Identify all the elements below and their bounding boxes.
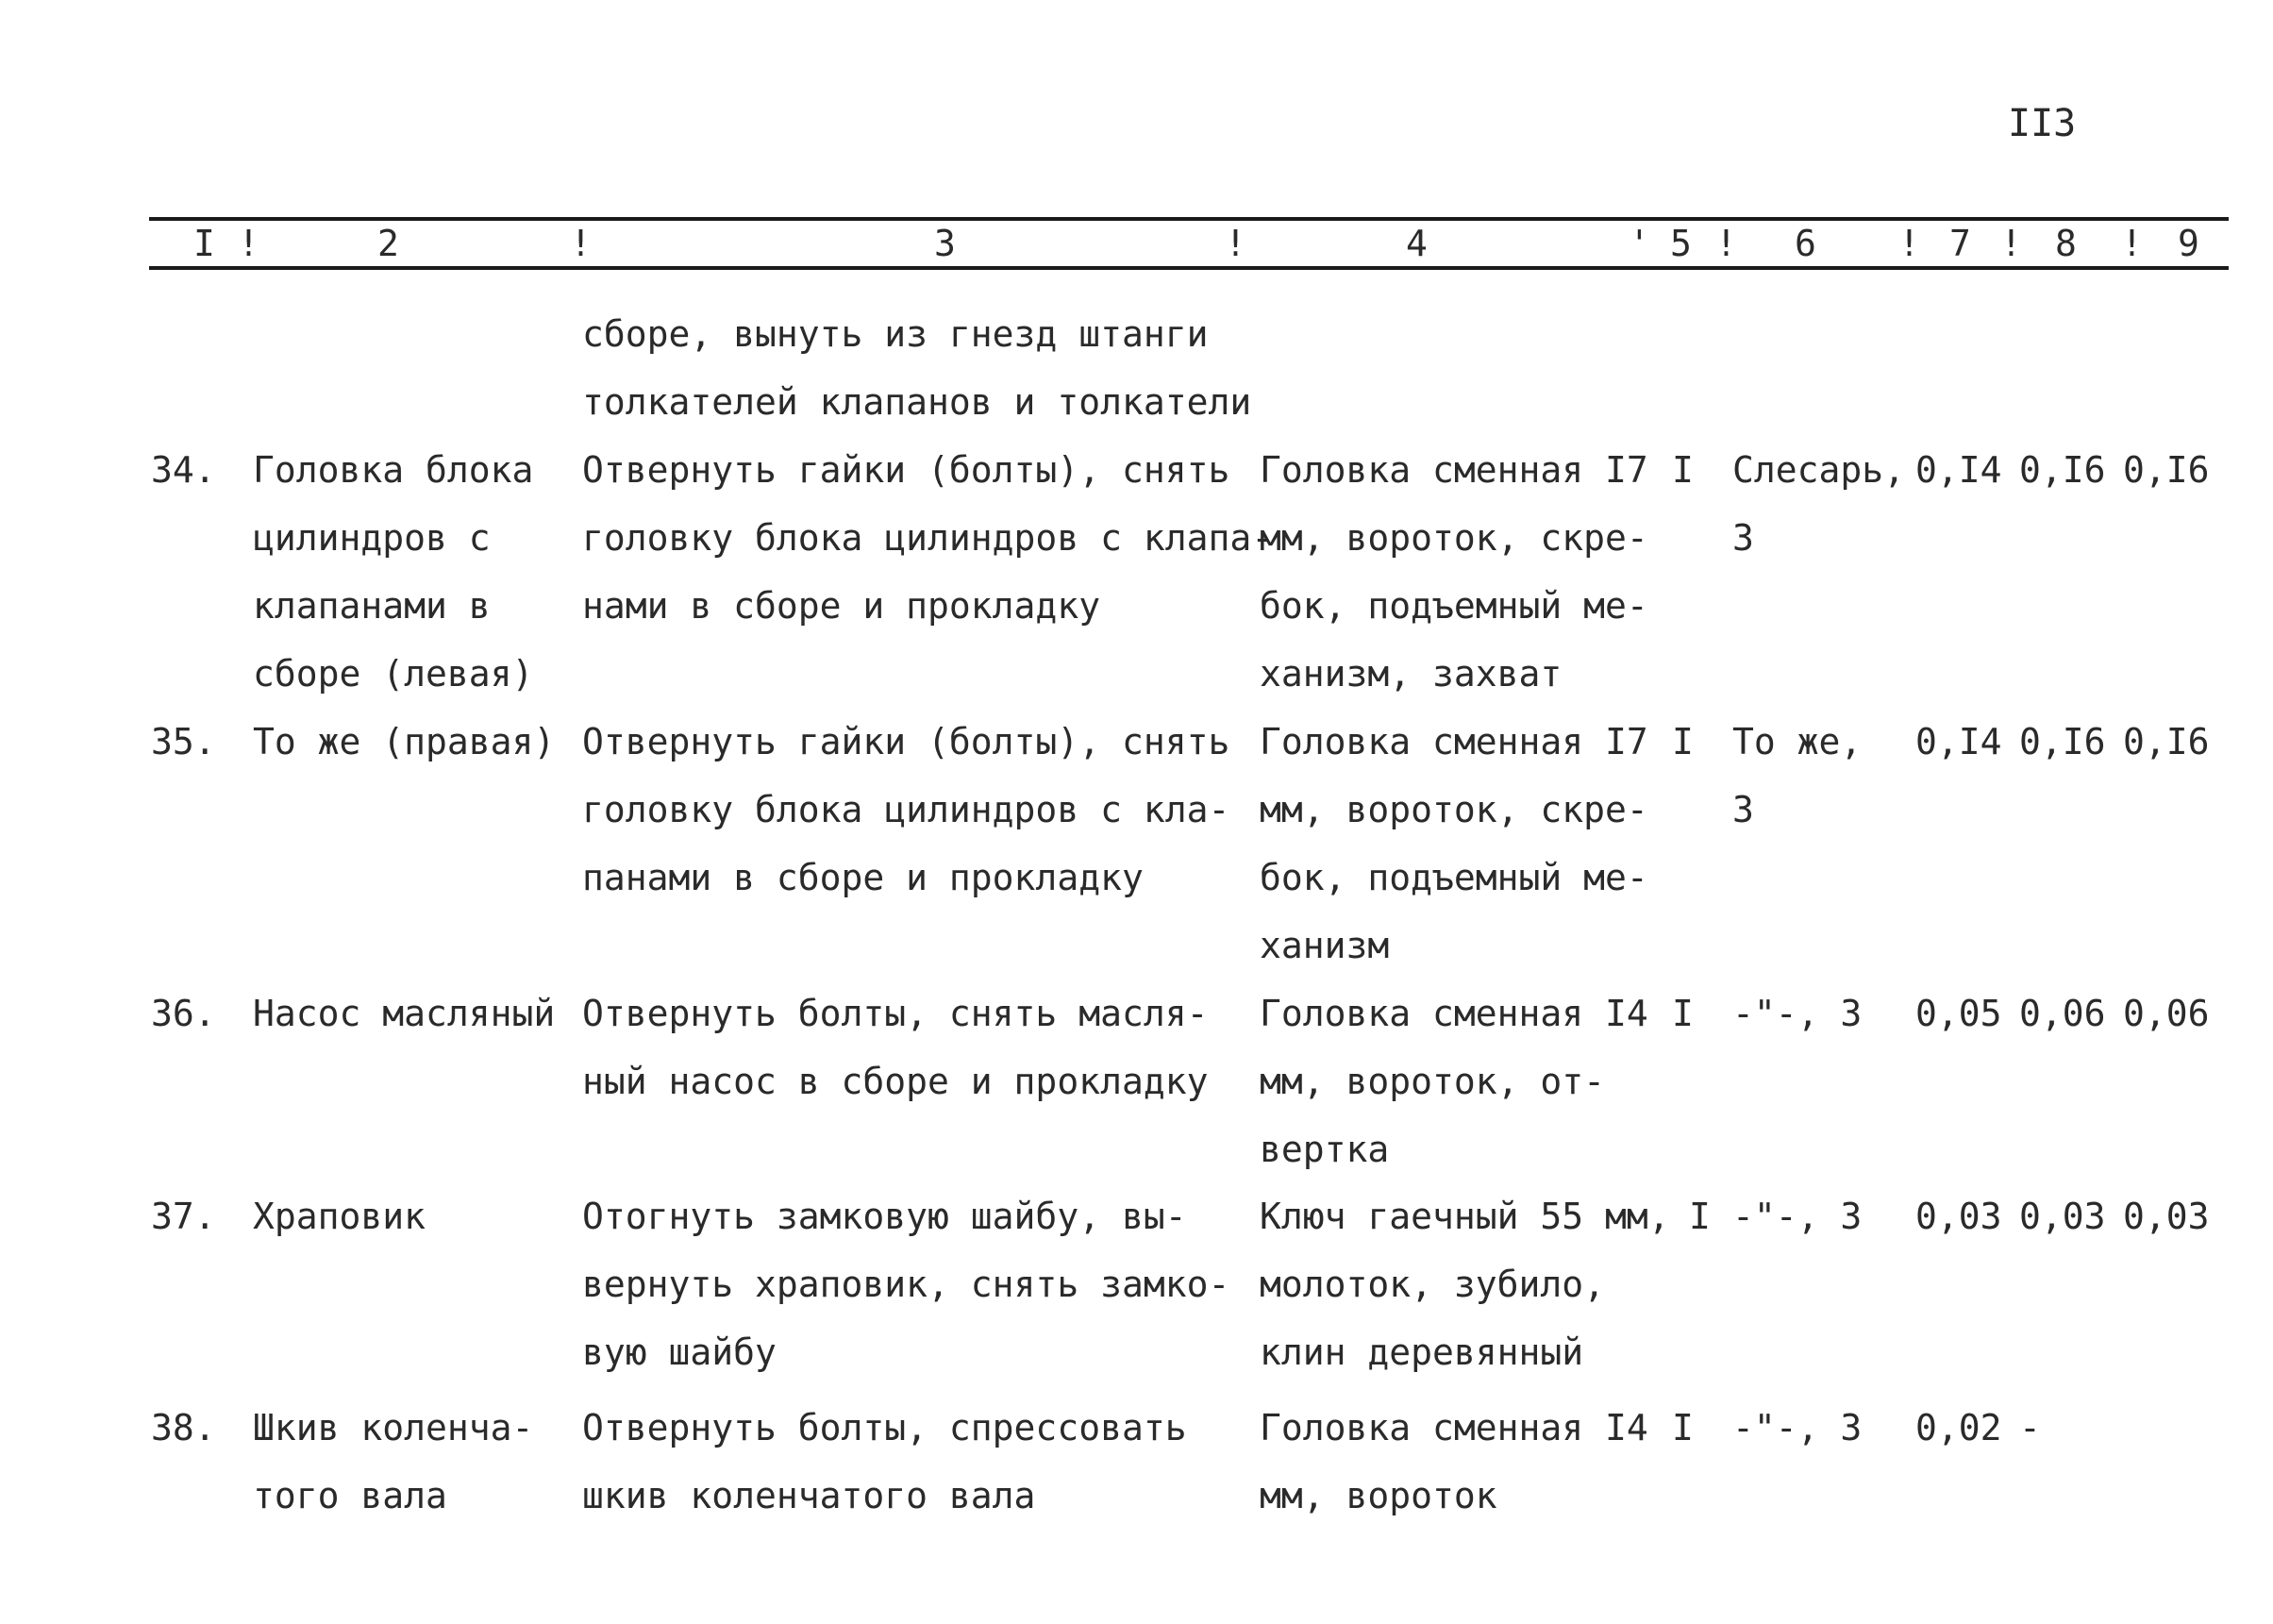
operation-text: сборе, вынуть из гнезд штанги толкателей клапанов и толкатели xyxy=(582,313,1252,423)
header-col-3: 3 xyxy=(934,223,956,264)
part-name: Храповик xyxy=(253,1196,426,1237)
tools-text: Ключ гаечный 55 мм, молоток, зубило, клин деревянный xyxy=(1260,1196,1670,1373)
worker-grade: Слесарь, 3 xyxy=(1732,449,1906,559)
header-col-1: I xyxy=(193,223,215,264)
table-header xyxy=(0,223,2273,264)
norm-value-8: 0,06 xyxy=(2019,993,2106,1034)
norm-value-7: 0,I4 xyxy=(1915,721,2002,762)
header-separator: ! xyxy=(2121,223,2143,264)
table-header-bottom-rule xyxy=(149,266,2229,270)
header-col-4: 4 xyxy=(1406,223,1428,264)
header-col-2: 2 xyxy=(377,223,399,264)
worker-grade: -"-, 3 xyxy=(1732,1196,1863,1237)
norm-value-8: - xyxy=(2019,1407,2041,1448)
workers-count: I xyxy=(1672,449,1694,491)
norm-value-8: 0,I6 xyxy=(2019,449,2106,491)
norm-value-9: 0,I6 xyxy=(2123,449,2210,491)
header-col-5: 5 xyxy=(1670,223,1692,264)
worker-grade: То же, 3 xyxy=(1732,721,1863,830)
norm-value-7: 0,02 xyxy=(1915,1407,2002,1448)
part-name: Насос масляный xyxy=(253,993,556,1034)
norm-value-8: 0,03 xyxy=(2019,1196,2106,1237)
header-col-6: 6 xyxy=(1795,223,1816,264)
row-number: 35. xyxy=(151,721,216,762)
header-separator: ! xyxy=(570,223,592,264)
header-col-8: 8 xyxy=(2055,223,2077,264)
part-name: Головка блока цилиндров с клапанами в сборе (левая) xyxy=(253,449,534,695)
header-separator: ! xyxy=(1225,223,1246,264)
workers-count: I xyxy=(1672,993,1694,1034)
part-name: То же (правая) xyxy=(253,721,556,762)
header-col-9: 9 xyxy=(2178,223,2199,264)
part-name: Шкив коленча- того вала xyxy=(253,1407,534,1516)
operation-text: Отвернуть гайки (болты), снять головку блока цилиндров с клапа- нами в сборе и прокладку xyxy=(582,449,1274,627)
operation-text: Отвернуть болты, снять масля- ный насос в сборе и прокладку xyxy=(582,993,1209,1102)
row-number: 36. xyxy=(151,993,216,1034)
operation-text: Отвернуть гайки (болты), снять головку блока цилиндров с кла- панами в сборе и прокладку xyxy=(582,721,1230,898)
norm-value-9: 0,06 xyxy=(2123,993,2210,1034)
workers-count: I xyxy=(1672,721,1694,762)
norm-value-7: 0,05 xyxy=(1915,993,2002,1034)
row-number: 38. xyxy=(151,1407,216,1448)
norm-value-7: 0,I4 xyxy=(1915,449,2002,491)
operation-text: Отвернуть болты, спрессовать шкив коленчатого вала xyxy=(582,1407,1187,1516)
header-col-7: 7 xyxy=(1949,223,1971,264)
norm-value-9: 0,I6 xyxy=(2123,721,2210,762)
tools-text: Головка сменная I4 мм, вороток xyxy=(1260,1407,1648,1516)
table-header-top-rule xyxy=(149,217,2229,221)
header-separator: ' xyxy=(1629,223,1650,264)
norm-value-8: 0,I6 xyxy=(2019,721,2106,762)
tools-text: Головка сменная I7 мм, вороток, скре- бок, подъемный ме- ханизм xyxy=(1260,721,1648,966)
worker-grade: -"-, 3 xyxy=(1732,1407,1863,1448)
tools-text: Головка сменная I4 мм, вороток, от- вертка xyxy=(1260,993,1648,1170)
tools-text: Головка сменная I7 мм, вороток, скре- бок, подъемный ме- ханизм, захват xyxy=(1260,449,1648,695)
header-separator: ! xyxy=(1715,223,1737,264)
norm-value-9: 0,03 xyxy=(2123,1196,2210,1237)
header-separator: ! xyxy=(238,223,259,264)
operation-text: Отогнуть замковую шайбу, вы- вернуть храповик, снять замко- вую шайбу xyxy=(582,1196,1230,1373)
header-separator: ! xyxy=(2000,223,2022,264)
worker-grade: -"-, 3 xyxy=(1732,993,1863,1034)
row-number: 37. xyxy=(151,1196,216,1237)
workers-count: I xyxy=(1672,1407,1694,1448)
row-number: 34. xyxy=(151,449,216,491)
norm-value-7: 0,03 xyxy=(1915,1196,2002,1237)
workers-count: I xyxy=(1689,1196,1711,1237)
header-separator: ! xyxy=(1898,223,1920,264)
page-number: II3 xyxy=(2008,102,2077,145)
